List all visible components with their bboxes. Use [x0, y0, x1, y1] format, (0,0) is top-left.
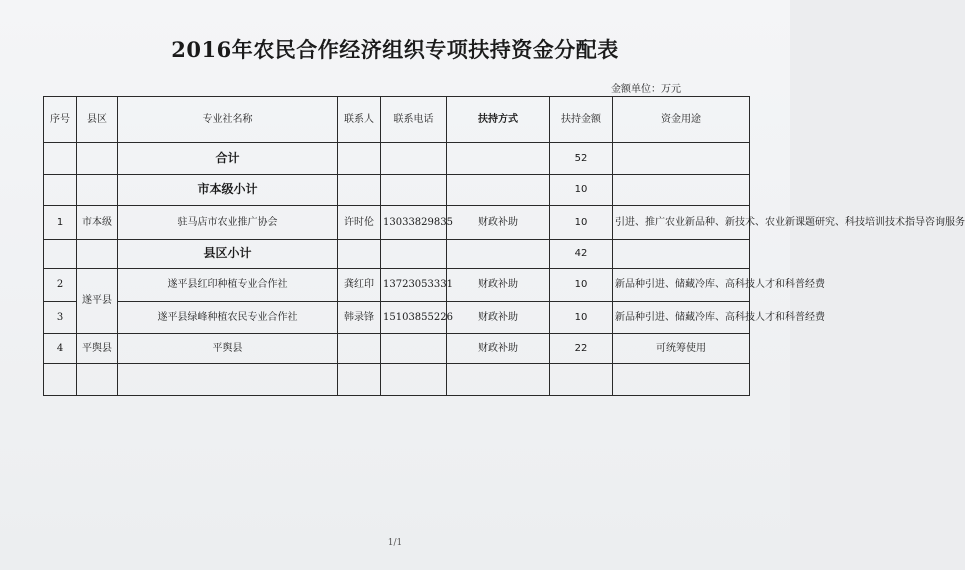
total-amount: 52: [550, 143, 613, 175]
county-subtotal-row: [44, 240, 750, 269]
row2-contact: 龚红印: [338, 269, 381, 302]
document-title: 2016年农民合作经济组织专项扶持资金分配表: [171, 37, 619, 62]
header-row: [44, 97, 750, 143]
row2-usage: 新品种引进、储藏冷库、高科技人才和科普经费: [613, 269, 750, 302]
header-county: 县区: [77, 97, 118, 143]
row3-seq: 3: [44, 302, 77, 334]
row4-amount: 22: [550, 334, 613, 364]
header-method: 扶持方式: [447, 97, 550, 143]
city-subtotal-amount: 10: [550, 175, 613, 206]
total-label: 合计: [118, 143, 338, 175]
row2-method: 财政补助: [447, 269, 550, 302]
city-subtotal-row: [44, 175, 750, 206]
header-name: 专业社名称: [118, 97, 338, 143]
row1-phone: 13033829835: [381, 206, 447, 240]
table-row: [44, 206, 750, 240]
row1-contact: 许时伦: [338, 206, 381, 240]
row2-amount: 10: [550, 269, 613, 302]
table-row: [44, 334, 750, 364]
row2-seq: 2: [44, 269, 77, 302]
row3-method: 财政补助: [447, 302, 550, 334]
total-row: [44, 143, 750, 175]
row4-usage: 可统筹使用: [613, 334, 750, 364]
row3-amount: 10: [550, 302, 613, 334]
table-row: [44, 302, 750, 334]
row1-name: 驻马店市农业推广协会: [118, 206, 338, 240]
row3-name: 遂平县绿峰种植农民专业合作社: [118, 302, 338, 334]
row4-seq: 4: [44, 334, 77, 364]
city-subtotal-label: 市本级小计: [118, 175, 338, 206]
page-number: 1/1: [387, 538, 403, 548]
header-seq: 序号: [44, 97, 77, 143]
row4-county: 平舆县: [77, 334, 118, 364]
row4-name: 平舆县: [118, 334, 338, 364]
empty-row: [44, 364, 750, 396]
header-contact: 联系人: [338, 97, 381, 143]
amount-unit-note: 金额单位：万元: [611, 84, 681, 95]
row2-county: 遂平县: [77, 269, 118, 334]
header-amount: 扶持金额: [550, 97, 613, 143]
row1-usage: 引进、推广农业新品种、新技术、农业新课题研究、科技培训技术指导咨询服务: [613, 206, 750, 240]
row1-county: 市本级: [77, 206, 118, 240]
row3-phone: 15103855226: [381, 302, 447, 334]
allocation-table: [43, 96, 965, 396]
row1-method: 财政补助: [447, 206, 550, 240]
row3-usage: 新品种引进、储藏冷库、高科技人才和科普经费: [613, 302, 750, 334]
header-usage: 资金用途: [613, 97, 750, 143]
row3-contact: 韩录锋: [338, 302, 381, 334]
row1-seq: 1: [44, 206, 77, 240]
table-row: [44, 269, 750, 302]
row2-name: 遂平县红印种植专业合作社: [118, 269, 338, 302]
county-subtotal-amount: 42: [550, 240, 613, 269]
row4-method: 财政补助: [447, 334, 550, 364]
header-phone: 联系电话: [381, 97, 447, 143]
row2-phone: 13723053331: [381, 269, 447, 302]
county-subtotal-label: 县区小计: [118, 240, 338, 269]
row1-amount: 10: [550, 206, 613, 240]
